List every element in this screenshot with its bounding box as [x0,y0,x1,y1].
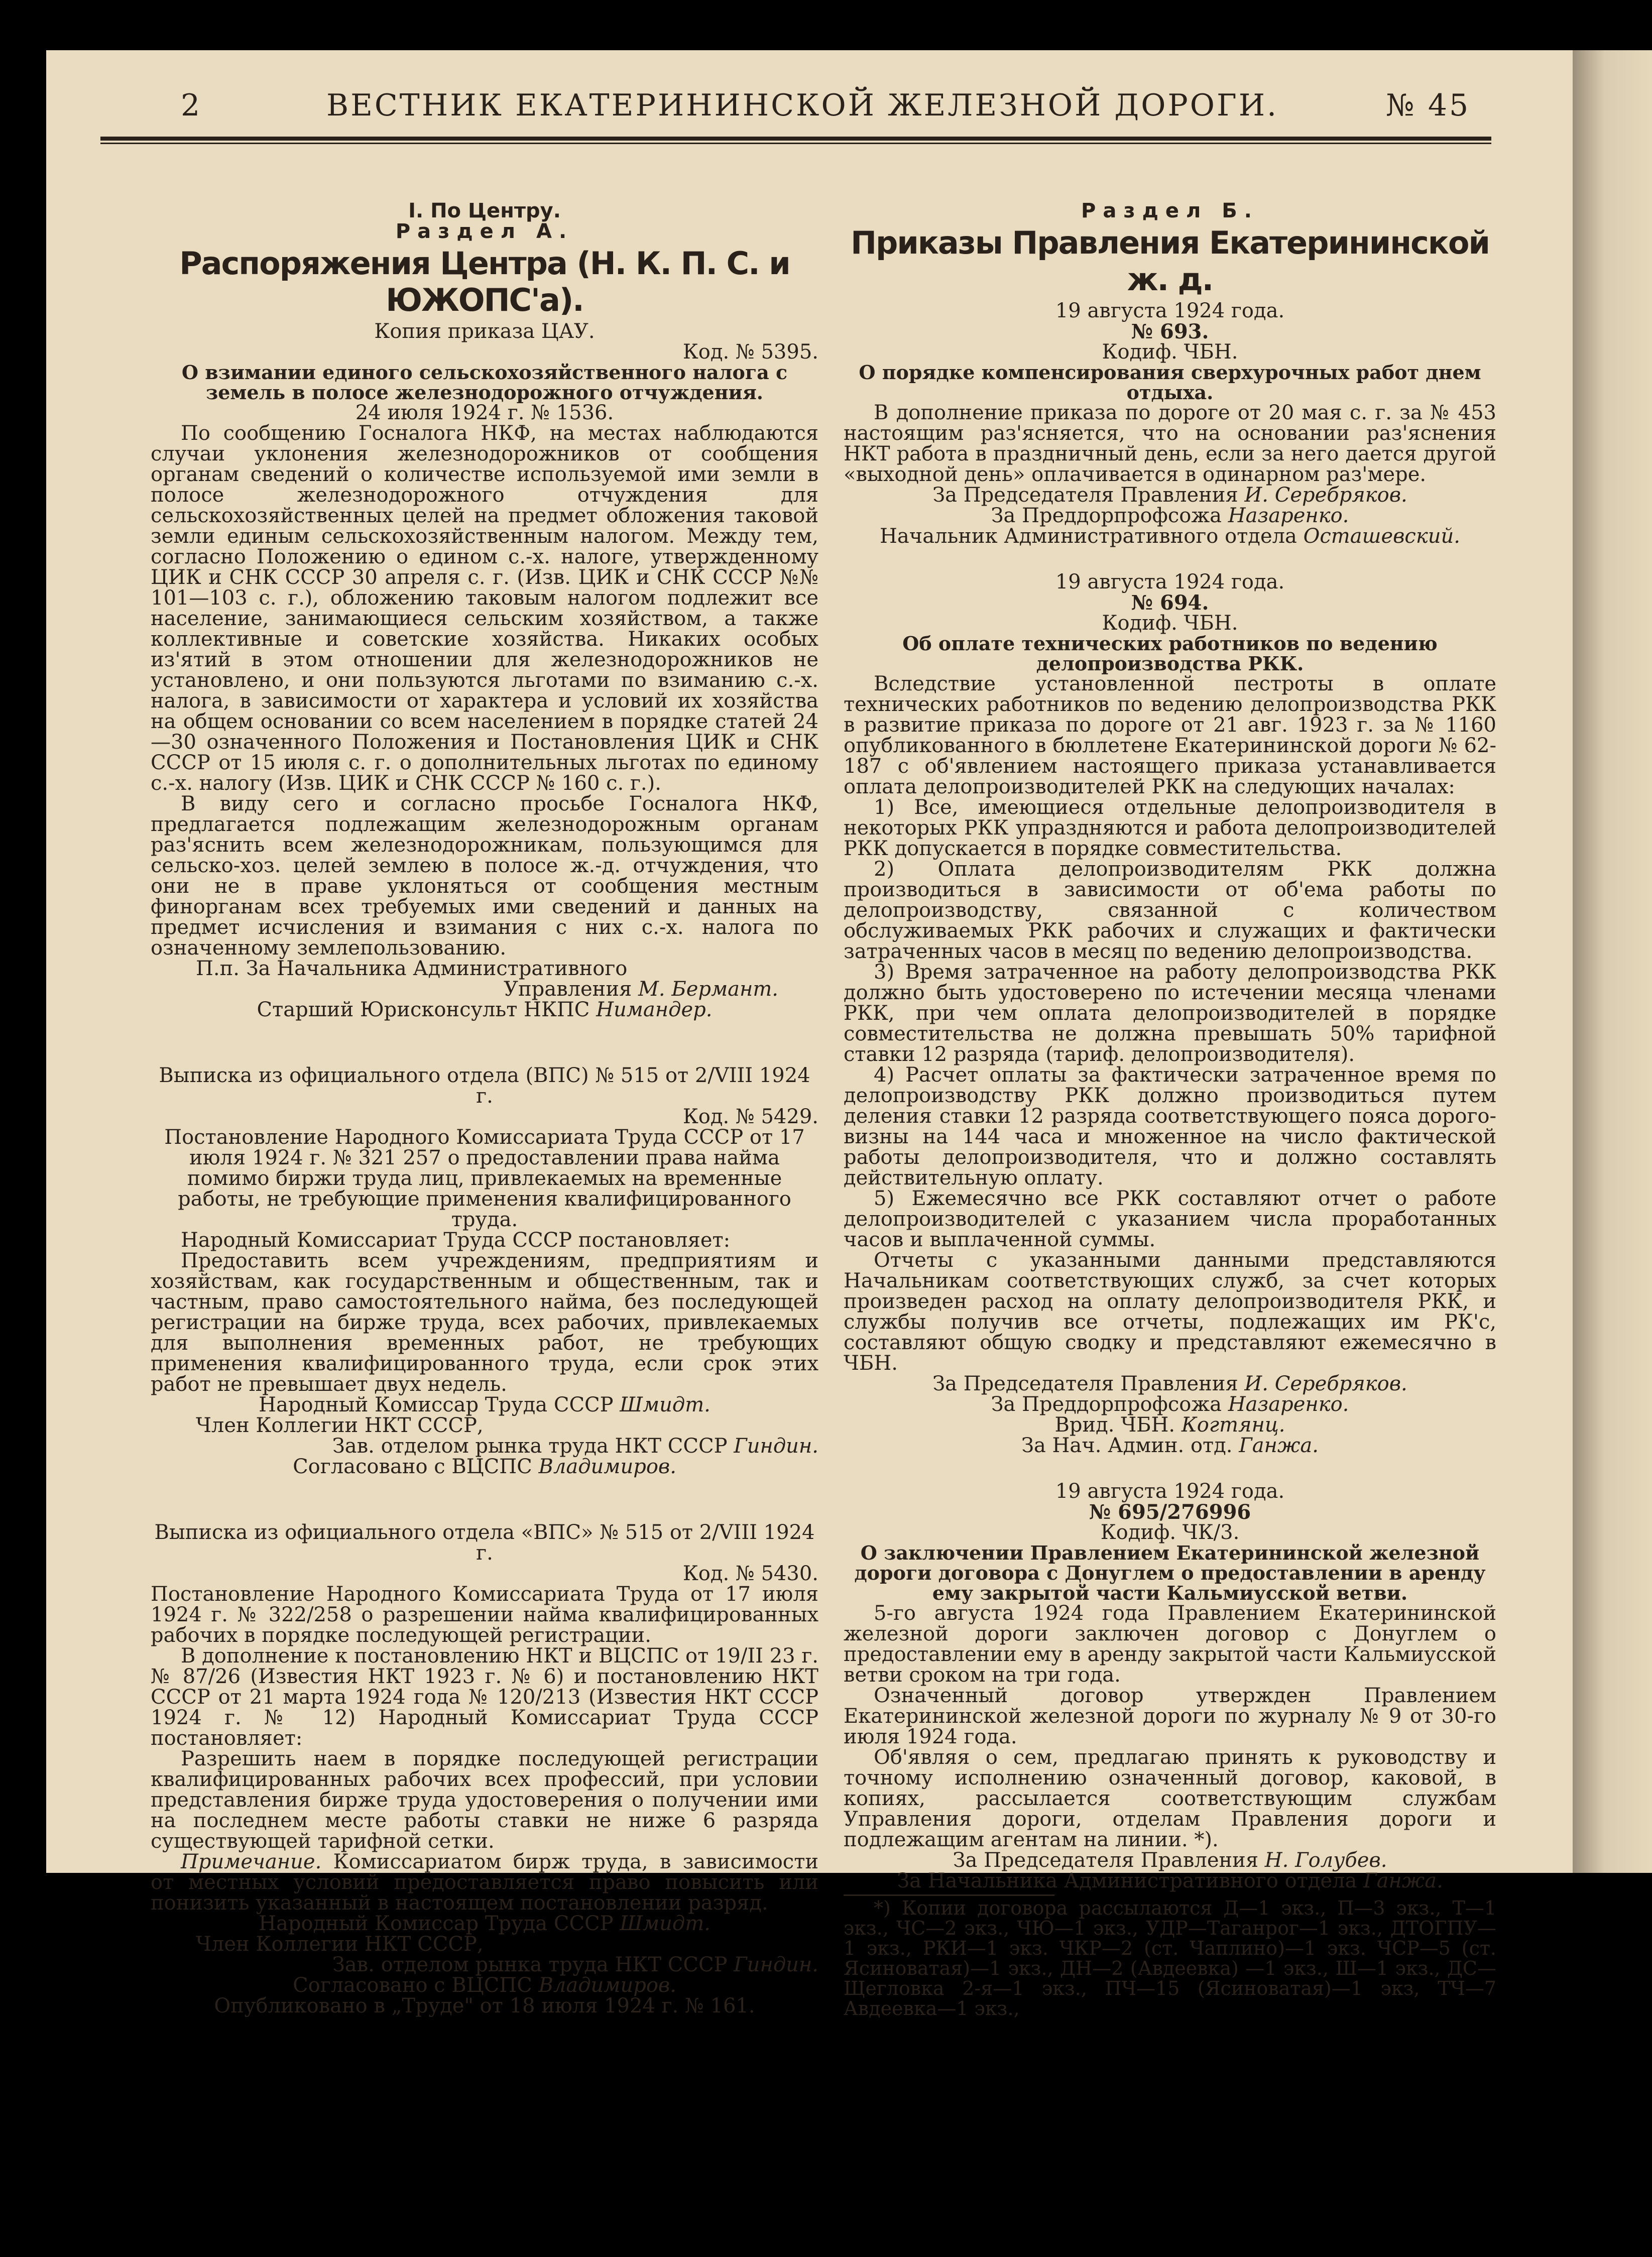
order-paragraph: 4) Расчет оплаты за фактически затраченное время по делопроизводству РКК должно производиться путем деления ставки 12 разряда соответствующего пояса дорого-визны на 144 часа и множенное на число фактической работы делопроизводителя, что и должно составлять действительную оплату. [844,1063,1496,1190]
left-column [151,151,818,2016]
signature-line: Зав. отделом рынка труда НКТ СССР Гиндин. [332,1953,818,1976]
signature-line: За Председателя Правления И. Серебряков. [932,1372,1407,1395]
extract-heading: Выписка из официального отдела (ВПС) № 515 от 2/VIII 1924 г. [159,1064,810,1108]
section-subheading: Раздел Б. [1081,199,1259,222]
signature-line: Управления М. Бермант. [504,978,778,1001]
article-note: Примечание. Комиссариатом бирж труда, в зависимости от местных условий предоставляется право повысить или понизить указанный в настоящем постановлении разряд. [151,1850,818,1915]
header-rule-thin [100,143,1491,144]
right-column [844,151,1496,2018]
section-title: Приказы Правления Екатерининской ж. д. [851,224,1489,298]
article-paragraph: Предоставить всем учреждениям, предприятиям и хозяйствам, как государственным и общественным, так и частным, право самостоятельного найма, без последующей регистрации на бирже труда, всех рабочих, привлекаемых для выполнения временных работ, не требующих применения квалифицированного труда, если срок этих работ не превышает двух недель. [151,1249,818,1396]
order-paragraph: 2) Оплата делопроизводителям РКК должна производиться в зависимости от об'ема работы по делопроизводству, связанной с количеством обслуживаемых РКК рабочих и служащих и фактически затраченных часов в месяц по ведению делопроизводства. [844,858,1496,963]
order-number: № 693. [1131,320,1209,343]
order-paragraph: 3) Время затраченное на работу делопроизводства РКК должно быть удостоверено по истечении месяца членами РКК, при чем оплата делопроизводителей в порядке совместительства не должна превышать 50% тарифной ставки 12 разряда (тариф. делопроизводителя). [844,961,1496,1066]
order-number: № 694. [1131,591,1209,615]
order-paragraph: Вследствие установленной пестроты в оплате технических работников по ведению делопроизводства РКК в развитие приказа по дороге от 21 авг. 1923 г. за № 1160 опубликованного в бюллетене Екатерининской дороги № 62-187 с об'явлением настоящего приказа устанавливается оплата делопроизводителей РКК на следующих началах: [844,672,1496,798]
signature-line: За Преддорпрофсожа Назаренко. [991,504,1349,527]
signature-line: Народный Комиссар Труда СССР Шмидт. [259,1393,711,1416]
order-paragraph: 1) Все, имеющиеся отдельные делопроизводителя в некоторых РКК упраздняются и работа делопроизводителей РКК допускается в порядке совместительства. [844,796,1496,860]
signature-line: За Начальника Административного отдела Ганжа. [897,1869,1443,1892]
next-page-edge [1573,50,1652,1873]
order-paragraph: 5) Ежемесячно все РКК составляют отчет о работе делопроизводителей с указанием числа проработанных часов и выплаченной суммы. [844,1187,1496,1251]
order-paragraph: Отчеты с указанными данными представляются Начальникам соответствующих служб, за счет которых произведен расход на оплату делопроизводителя РКК, и службы получив все отчеты, подлежащих им РК'с, составляют общую сводку и представляют ежемесячно в ЧБН. [844,1249,1496,1375]
section-heading: I. По Центру. [408,199,561,222]
article-paragraph: Народный Комиссариат Труда СССР постановляет: [181,1229,731,1252]
order-title: О заключении Правлением Екатерининской железной дороги договора с Донуглем о предоставлении в аренду ему закрытой части Кальмиусской ветви. [854,1541,1486,1604]
order-paragraph: В дополнение приказа по дороге от 20 мая с. г. за № 453 настоящим раз'ясняется, что на основании раз'яснения НКТ работа в праздничный день, если за него дается другой «выходной день» оплачивается в одинарном раз'мере. [844,401,1496,486]
resolution-title: Постановление Народного Комиссариата Труда от 17 июля 1924 г. № 322/258 о разрешении найма квалифицированных рабочих в порядке последующей регистрации. [151,1583,818,1647]
code-number: Код. № 5429. [682,1105,818,1128]
article-paragraph: В дополнение к постановлению НКТ и ВЦСПС от 19/II 23 г. № 87/26 (Известия НКТ 1923 г. № 6) и постановлению НКТ СССР от 21 марта 1924 года № 120/213 (Известия НКТ СССР 1924 г. № 12) Народный Комиссариат Труда СССР постановляет: [151,1644,818,1750]
article-paragraph: В виду сего и согласно просьбе Госналога НКФ, предлагается подлежащим железнодорожным органам раз'яснить всем железнодорожникам, пользующимся для сельско-хоз. целей землею в полосе ж.-д. отчуждения, что они не в праве уклоняться от сообщения местным финорганам всех требуемых ими сведений и данных на предмет исчисления и взимания с них с.-х. налога по означенному землепользованию. [151,792,818,960]
signature-line: За Преддорпрофсожа Назаренко. [991,1393,1349,1416]
footnote: *) Копии договора рассылаются Д—1 экз., П—3 экз., Т—1 экз., ЧС—2 экз., ЧЮ—1 экз., УДР—Таганрог—1 экз., ДТОГПУ—1 экз., РКИ—1 экз. ЧКР—2 (ст. Чаплино)—1 экз. ЧСР—5 (ст. Ясиноватая)—1 экз., ДН—2 (Авдеевка) —1 экз., Ш—1 экз., ДС—Щегловка 2-я—1 экз., ПЧ—15 (Ясиноватая)—1 экз, ТЧ—7 Авдеевка—1 экз., [844,1897,1496,2020]
signature-line: Зав. отделом рынка труда НКТ СССР Гиндин. [332,1435,818,1458]
order-paragraph: Об'являя о сем, предлагаю принять к руководству и точному исполнению означенный договор, каковой, в копиях, рассылается соответствующим службам Управления дороги, отделам Правления дороги и подлежащим агентам на линии. *). [844,1746,1496,1851]
header-rule [100,137,1491,141]
article-title: О взимании единого сельскохозяйственного налога с земель в полосе железнодорожного отчуждения. [181,361,788,404]
page-number: 2 [181,88,202,123]
signature-line: П.п. За Начальника Административного [196,957,628,980]
resolution-title: Постановление Народного Комиссариата Труда СССР от 17 июля 1924 г. № 321 257 о предоставлении права найма помимо биржи труда лиц, привлекаемых на временные работы, не требующие применения квалифицированного труда. [164,1126,805,1231]
signature-line: За Нач. Админ. отд. Ганжа. [1021,1434,1319,1457]
order-date: 19 августа 1924 года. [1055,570,1285,593]
section-subheading: Раздел А. [395,220,574,243]
order-paragraph: Означенный договор утвержден Правлением Екатерининской железной дороги по журналу № 9 от 30-го июля 1924 года. [844,1684,1496,1748]
order-codification: Кодиф. ЧБН. [1102,340,1238,364]
signature-line: Старший Юрисконсульт НКПС Нимандер. [257,998,713,1021]
signature-line: Член Коллегии НКТ СССР, [196,1933,484,1956]
signature-line: Согласовано с ВЦСПС Владимиров. [293,1974,676,1997]
publication-title: ВЕСТНИК ЕКАТЕРИНИНСКОЙ ЖЕЛЕЗНОЙ ДОРОГИ. [326,88,1279,123]
signature-line: За Председателя Правления Н. Голубев. [953,1849,1387,1872]
footnote-rule [844,1894,1054,1896]
signature-line: Начальник Административного отдела Осташевский. [880,525,1460,548]
article-date: 24 июля 1924 г. № 1536. [355,401,614,424]
order-date: 19 августа 1924 года. [1055,299,1285,322]
article-paragraph: Разрешить наем в порядке последующей регистрации квалифицированных рабочих всех профессий, при условии представления бирже труда удостоверения о получении ими на последнем месте работы ставки не ниже 6 разряда существующей тарифной сетки. [151,1747,818,1853]
article-paragraph: По сообщению Госналога НКФ, на местах наблюдаются случаи уклонения железнодорожников от сообщения органам сведений о количестве используемой ими земли в полосе железнодорожного отчуждения для сельскохозяйственных целей на предмет обложения таковой земли единым сельскохозяйственным налогом. Между тем, согласно Положению о едином с.-х. налоге, утвержденному ЦИК и СНК СССР 30 апреля с. г. (Изв. ЦИК и СНК СССР №№ 101—103 с. г.), обложению таковым налогом подлежит все население, занимающиеся сельским хозяйством, а также коллективные и советские хозяйства. Никаких особых из'ятий в этом отношении для железнодорожников не установлено, и они пользуются льготами по взиманию с.-х. налога, в зависимости от характера и условий их хозяйства на общем основании со всем населением в порядке статей 24—30 означенного Положения и Постановления ЦИК и СНК СССР от 15 июля с. г. о дополнительных льготах по единому с.-х. налогу (Изв. ЦИК и СНК СССР № 160 с. г.). [151,422,818,795]
order-codification: Кодиф. ЧБН. [1102,612,1238,635]
publication-note: Опубликовано в „Труде" от 18 июля 1924 г. № 161. [214,1994,755,2017]
order-number: № 695/276996 [1089,1500,1251,1524]
signature-line: Народный Комиссар Труда СССР Шмидт. [259,1912,711,1935]
order-paragraph: 5-го августа 1924 года Правлением Екатерининской железной дороги заключен договор с Донуглем о предоставлении ему в аренду закрытой части Кальмиусской ветви сроком на три года. [844,1602,1496,1687]
order-title: Об оплате технических работников по ведению делопроизводства РКК. [902,632,1438,675]
signature-line: Врид. ЧБН. Когтянц. [1054,1413,1285,1437]
page-header [100,88,1491,128]
document-copy-label: Копия приказа ЦАУ. [374,320,595,343]
section-title: Распоряжения Центра (Н. К. П. С. и ЮЖОПС'а). [179,245,790,318]
code-number: Код. № 5395. [682,340,818,364]
extract-heading: Выписка из официального отдела «ВПС» № 515 от 2/VIII 1924 г. [154,1521,815,1565]
order-title: О порядке компенсирования сверхурочных работ днем отдыха. [859,361,1481,404]
signature-line: Согласовано с ВЦСПС Владимиров. [293,1455,676,1478]
code-number: Код. № 5430. [682,1562,818,1585]
order-codification: Кодиф. ЧК/3. [1100,1521,1240,1544]
signature-line: Член Коллегии НКТ СССР, [196,1414,484,1437]
issue-number: № 45 [1386,88,1471,123]
signature-line: За Председателя Правления И. Серебряков. [932,484,1407,507]
order-date: 19 августа 1924 года. [1055,1480,1285,1503]
